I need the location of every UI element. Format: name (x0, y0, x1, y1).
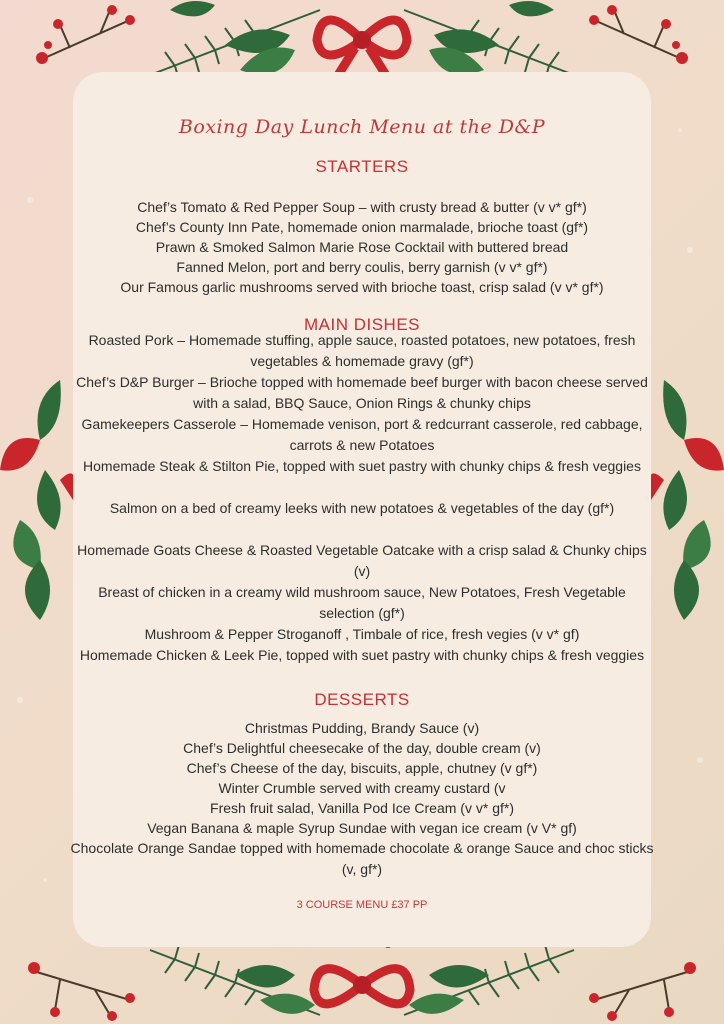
menu-item: Chef’s D&P Burger – Brioche topped with homemade beef burger with bacon cheese served with a salad, BBQ Sauce, Onion Rings & chunky chips (76, 374, 648, 411)
berry-icon (28, 962, 696, 1021)
menu-item: Vegan Banana & maple Syrup Sundae with vegan ice cream (v V* gf) (147, 820, 577, 836)
menu-item: Salmon on a bed of creamy leeks with new potatoes & vegetables of the day (gf*) (109, 500, 615, 516)
menu-item: Chef’s Delightful cheesecake of the day, double cream (v) (183, 740, 541, 756)
section-heading-starters: STARTERS (315, 157, 409, 176)
section-heading-desserts: DESSERTS (314, 690, 410, 709)
menu-item: Homemade Steak & Stilton Pie, topped with suet pastry with chunky chips & fresh veggies (83, 458, 641, 474)
menu-item: Chef’s County Inn Pate, homemade onion marmalade, brioche toast (gf*) (135, 219, 589, 235)
menu-item: Fresh fruit salad, Vanilla Pod Ice Cream (v v* gf*) (210, 800, 514, 816)
menu-item: Chef’s Tomato & Red Pepper Soup – with crusty bread & butter (v v* gf*) (137, 199, 587, 215)
pine-branch-icon (150, 10, 574, 80)
menu-item: Chocolate Orange Sandae topped with homemade chocolate & orange Sauce and choc sticks (v, gf*) (70, 840, 654, 877)
holly-icon (235, 965, 489, 1014)
ribbon-bow-icon (314, 969, 410, 1004)
menu-item: Our Famous garlic mushrooms served with brioche toast, crisp salad (v v* gf*) (120, 279, 604, 295)
menu-item: Winter Crumble served with creamy custard (v (218, 780, 506, 796)
menu-title: Boxing Day Lunch Menu at the D&P (178, 116, 546, 138)
menu-item: Gamekeepers Casserole – Homemade venison, port & redcurrant casserole, red cabbage, carrots & new Potatoes (81, 416, 643, 453)
menu-item: Fanned Melon, port and berry coulis, berry garnish (v v* gf*) (176, 259, 548, 275)
menu-item: Mushroom & Pepper Stroganoff , Timbale of rice, fresh vegies (v v* gf) (144, 626, 580, 642)
menu-item: Breast of chicken in a creamy wild mushroom sauce, New Potatoes, Fresh Vegetable selection (gf*) (98, 584, 626, 621)
menu-item: Homemade Chicken & Leek Pie, topped with suet pastry with chunky chips & fresh veggies (79, 647, 645, 663)
menu-item: Prawn & Smoked Salmon Marie Rose Cocktail with buttered bread (155, 239, 569, 255)
pine-branch-icon (150, 945, 574, 1015)
menu-item: Roasted Pork – Homemade stuffing, apple sauce, roasted potatoes, new potatoes, fresh vegetables & homemade gravy (gf*) (88, 332, 636, 369)
price-footer: 3 COURSE MENU £37 PP (296, 899, 428, 911)
ribbon-bow-icon (317, 20, 407, 80)
section-heading-main-dishes: MAIN DISHES (303, 315, 421, 334)
menu-item: Christmas Pudding, Brandy Sauce (v) (244, 720, 480, 736)
menu-item: Homemade Goats Cheese & Roasted Vegetable Oatcake with a crisp salad & Chunky chips (v) (77, 542, 647, 579)
holly-icon (170, 1, 554, 75)
menu-item: Chef’s Cheese of the day, biscuits, apple, chutney (v gf*) (186, 760, 538, 776)
berry-icon (36, 5, 688, 64)
